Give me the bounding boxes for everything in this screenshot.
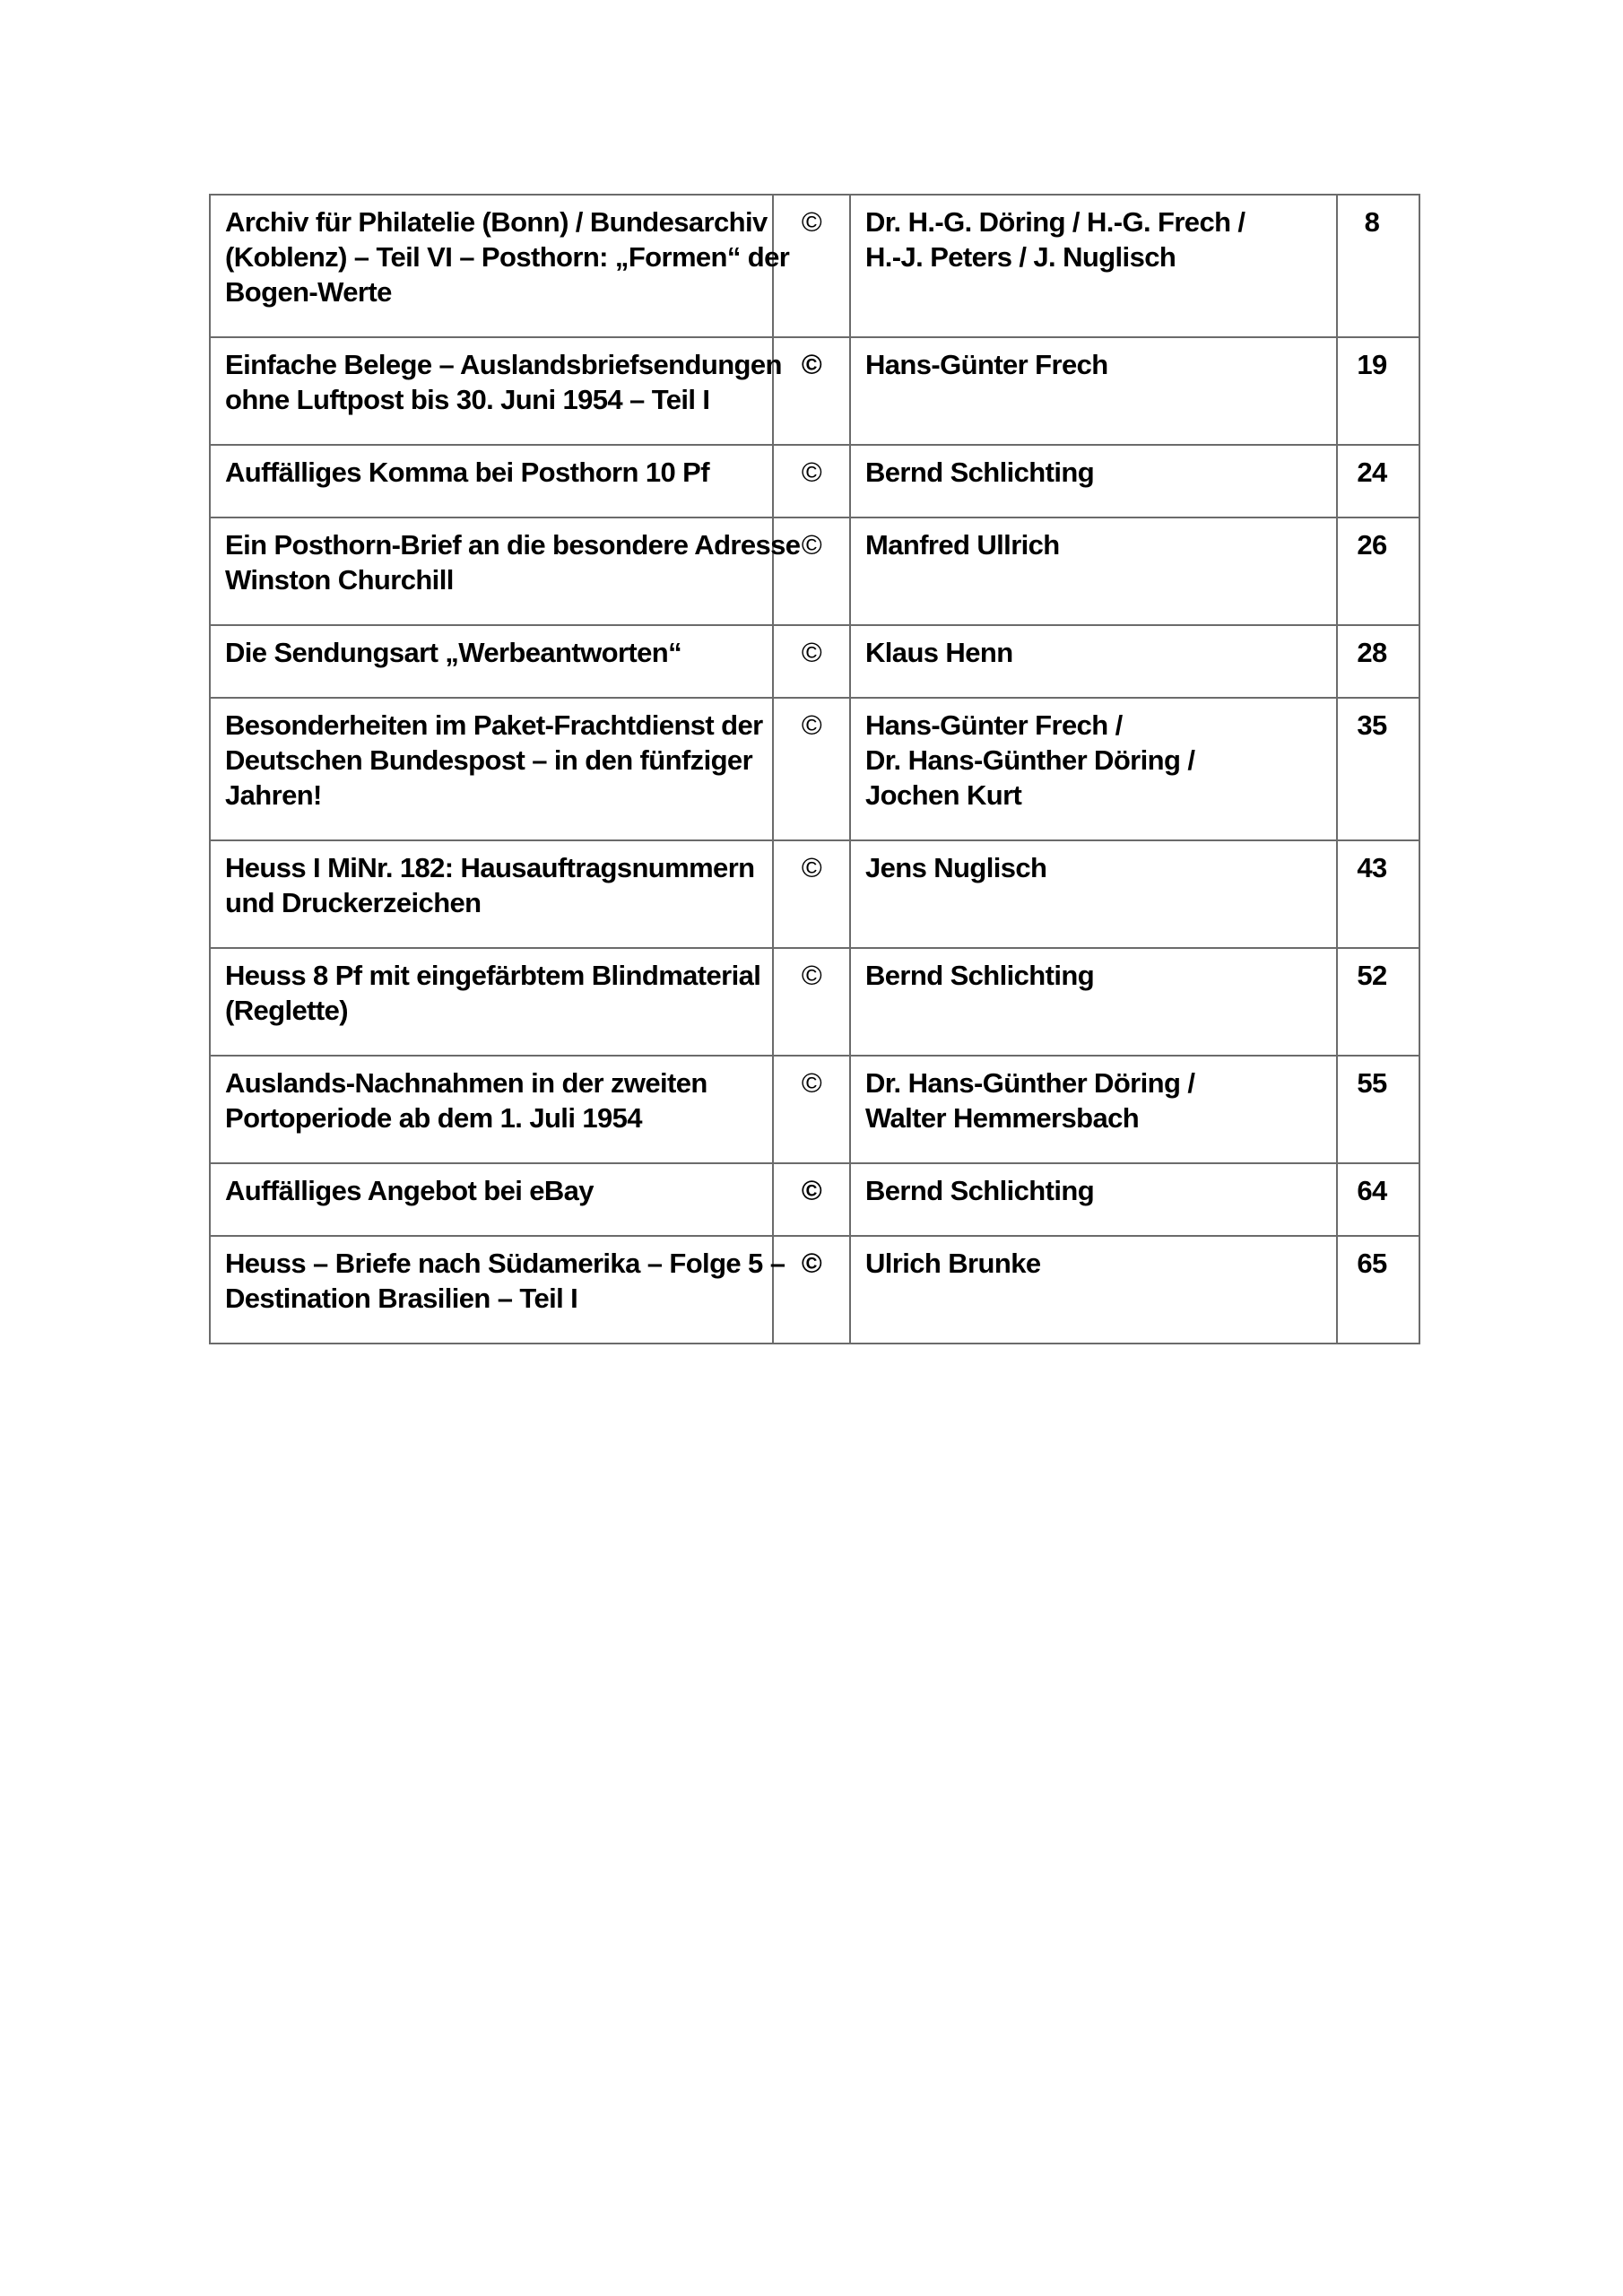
article-title [210, 1236, 785, 1344]
article-title [210, 195, 790, 337]
table-row [210, 948, 1419, 1056]
article-title-line: Heuss I MiNr. 182: Hausauftragsnummern [225, 852, 755, 883]
copyright-symbol: © [773, 840, 850, 948]
article-author-line: Jens Nuglisch [865, 852, 1047, 883]
article-title-line: Besonderheiten im Paket-Frachtdienst der [225, 709, 763, 741]
article-title-line: Archiv für Philatelie (Bonn) / Bundesarchiv [225, 206, 768, 238]
page-number: 8 [1337, 195, 1419, 337]
page-number: 28 [1337, 625, 1419, 698]
table-row [210, 625, 1419, 698]
article-author [850, 625, 1337, 698]
table-of-contents [209, 194, 1420, 1344]
article-author [850, 1236, 1337, 1344]
article-author-line: Ulrich Brunke [865, 1248, 1041, 1279]
article-author-line: Bernd Schlichting [865, 960, 1095, 991]
page-number: 65 [1337, 1236, 1419, 1344]
article-author [850, 840, 1337, 948]
copyright-symbol: © [773, 698, 850, 840]
table-row [210, 517, 1419, 625]
copyright-symbol: © [773, 337, 850, 445]
article-title [210, 1056, 773, 1163]
article-author [850, 195, 1337, 337]
article-author-line: Bernd Schlichting [865, 1175, 1095, 1206]
article-title [210, 948, 773, 1056]
article-title [210, 445, 773, 517]
article-title-line: Portoperiode ab dem 1. Juli 1954 [225, 1102, 642, 1134]
page-number: 64 [1337, 1163, 1419, 1236]
article-author-line: Jochen Kurt [865, 779, 1022, 811]
article-author-line: Dr. Hans-Günther Döring / [865, 744, 1195, 776]
article-author-line: Hans-Günter Frech / [865, 709, 1123, 741]
copyright-symbol: © [773, 1056, 850, 1163]
article-title-line: ohne Luftpost bis 30. Juni 1954 – Teil I [225, 384, 710, 415]
copyright-symbol: © [773, 517, 850, 625]
article-title-line: Auffälliges Angebot bei eBay [225, 1175, 594, 1206]
article-author [850, 698, 1337, 840]
article-author [850, 517, 1337, 625]
copyright-symbol: © [773, 1236, 850, 1344]
article-title [210, 517, 801, 625]
copyright-symbol: © [773, 625, 850, 698]
article-title [210, 337, 782, 445]
page-number: 19 [1337, 337, 1419, 445]
table-row [210, 1163, 1419, 1236]
article-author-line: Manfred Ullrich [865, 529, 1060, 561]
article-title-line: Heuss 8 Pf mit eingefärbtem Blindmaterial [225, 960, 761, 991]
article-title-line: Jahren! [225, 779, 322, 811]
article-title-line: (Koblenz) – Teil VI – Posthorn: „Formen“ der [225, 241, 790, 273]
page-number: 52 [1337, 948, 1419, 1056]
table-row [210, 1056, 1419, 1163]
article-author-line: Dr. Hans-Günther Döring / [865, 1067, 1195, 1099]
article-author-line: Bernd Schlichting [865, 457, 1095, 488]
article-author-line: Dr. H.-G. Döring / H.-G. Frech / [865, 206, 1245, 238]
page-number: 43 [1337, 840, 1419, 948]
article-title-line: Auslands-Nachnahmen in der zweiten [225, 1067, 707, 1099]
article-title-line: Bogen-Werte [225, 276, 392, 308]
article-title [210, 1163, 773, 1236]
article-title-line: und Druckerzeichen [225, 887, 482, 918]
article-title-line: (Reglette) [225, 995, 348, 1026]
article-author-line: H.-J. Peters / J. Nuglisch [865, 241, 1176, 273]
copyright-symbol: © [773, 1163, 850, 1236]
table-row [210, 445, 1419, 517]
article-title-line: Destination Brasilien – Teil I [225, 1283, 578, 1314]
page-number: 55 [1337, 1056, 1419, 1163]
table-row [210, 840, 1419, 948]
article-author-line: Klaus Henn [865, 637, 1013, 668]
article-title-line: Auffälliges Komma bei Posthorn 10 Pf [225, 457, 709, 488]
page-number: 35 [1337, 698, 1419, 840]
table-row [210, 698, 1419, 840]
table-row [210, 337, 1419, 445]
table-row [210, 195, 1419, 337]
copyright-symbol: © [773, 445, 850, 517]
page-number: 26 [1337, 517, 1419, 625]
copyright-symbol: © [773, 948, 850, 1056]
article-author [850, 445, 1337, 517]
copyright-symbol: © [773, 195, 850, 337]
article-title-line: Deutschen Bundespost – in den fünfziger [225, 744, 753, 776]
table-row [210, 1236, 1419, 1344]
article-title-line: Einfache Belege – Auslandsbriefsendungen [225, 349, 782, 380]
article-author-line: Walter Hemmersbach [865, 1102, 1140, 1134]
article-title-line: Ein Posthorn-Brief an die besondere Adresse [225, 529, 801, 561]
article-title-line: Heuss – Briefe nach Südamerika – Folge 5 – [225, 1248, 785, 1279]
article-title [210, 698, 773, 840]
article-author [850, 337, 1337, 445]
article-title [210, 840, 773, 948]
article-author [850, 1163, 1337, 1236]
page-number: 24 [1337, 445, 1419, 517]
article-author [850, 1056, 1337, 1163]
article-author-line: Hans-Günter Frech [865, 349, 1108, 380]
article-title [210, 625, 773, 698]
article-author [850, 948, 1337, 1056]
article-title-line: Die Sendungsart „Werbeantworten“ [225, 637, 682, 668]
article-title-line: Winston Churchill [225, 564, 454, 596]
